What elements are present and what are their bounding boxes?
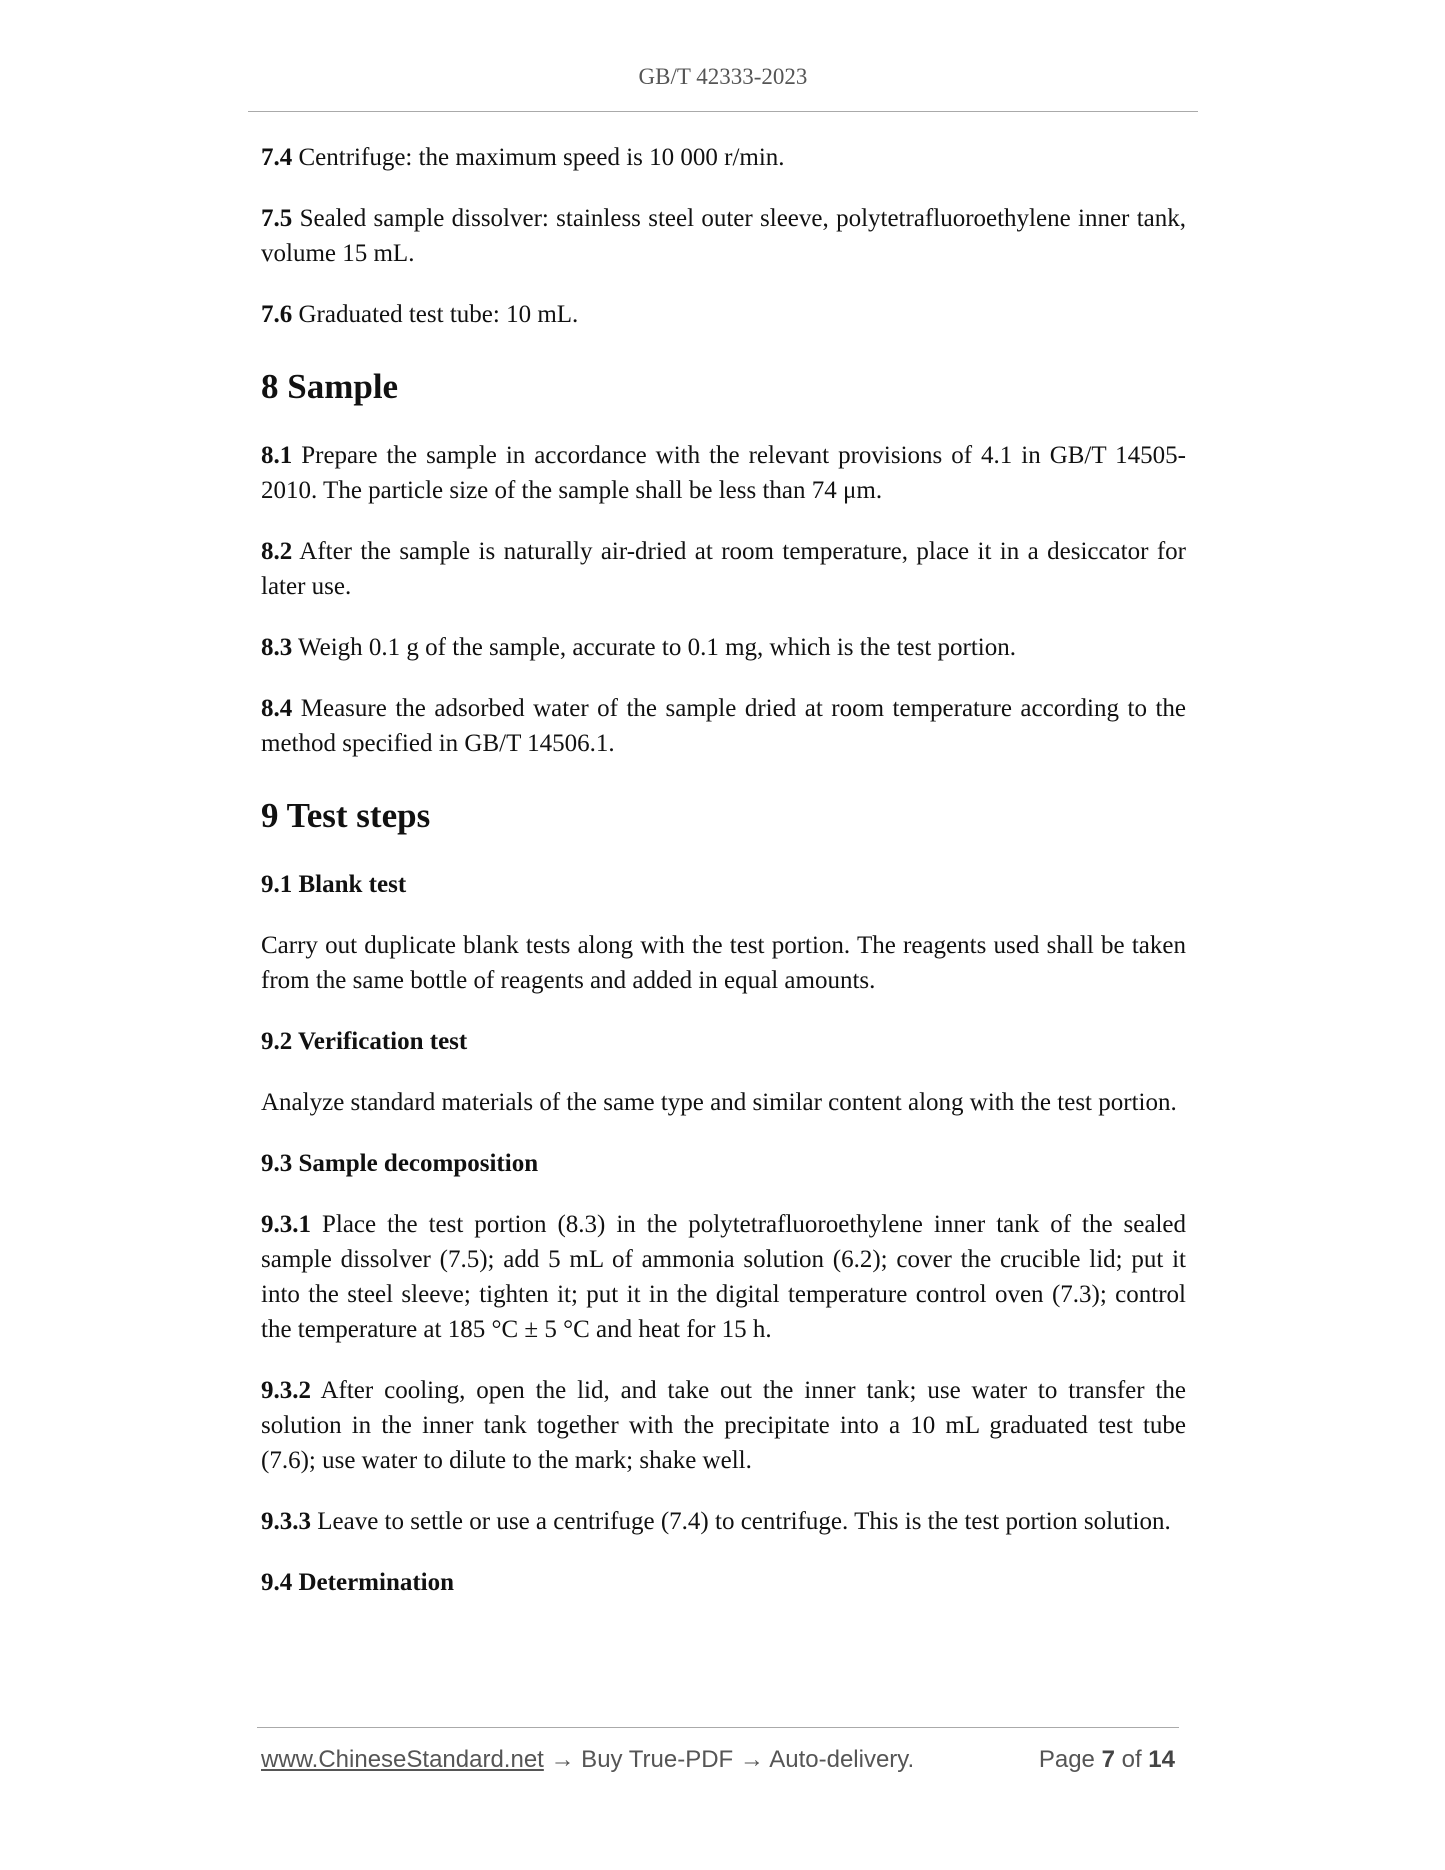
clause-text: Weigh 0.1 g of the sample, accurate to 0.1 mg, which is the test portion. [292,634,1017,661]
clause-7-5 [261,201,1186,271]
clause-text: Centrifuge: the maximum speed is 10 000 r/min. [292,144,785,171]
page-footer [261,1746,1181,1778]
page-content [261,140,1186,1626]
clause-text: Prepare the sample in accordance with the relevant provisions of 4.1 in GB/T 14505-2010. The particle size of the sample shall be less than 74 μm. [261,442,1186,504]
page-current: 7 [1101,1746,1115,1773]
page-total: 14 [1148,1746,1175,1773]
clause-8-3 [261,630,1186,665]
subheading-9-3: 9.3 Sample decomposition [261,1150,539,1177]
clause-8-4 [261,691,1186,761]
clause-text: After cooling, open the lid, and take out the inner tank; use water to transfer the solution in the inner tank together with the precipitate into a 10 mL graduated test tube (7.6); use water to dilute to the mark; shake well. [261,1377,1186,1474]
clause-number: 8.2 [261,538,293,565]
clause-number: 8.3 [261,634,293,661]
page-of: of [1121,1746,1142,1773]
website-link[interactable]: www.ChineseStandard.net [261,1746,544,1773]
page-header: GB/T 42333-2023 [638,64,808,89]
clause-number: 7.5 [261,205,293,232]
clause-text: Sealed sample dissolver: stainless steel outer sleeve, polytetrafluoroethylene inner tank, volume 15 mL. [261,205,1186,267]
clause-text: Leave to settle or use a centrifuge (7.4) to centrifuge. This is the test portion solution. [311,1508,1171,1535]
clause-number: 8.1 [261,442,293,469]
header-divider [248,111,1198,112]
section-heading-8: 8 Sample [261,367,399,406]
paragraph-9-1: Carry out duplicate blank tests along with the test portion. The reagents used shall be taken from the same bottle of reagents and added in equal amounts. [261,932,1186,994]
subheading-9-1: 9.1 Blank test [261,871,407,898]
footer-divider [257,1727,1179,1728]
subheading-9-2: 9.2 Verification test [261,1028,468,1055]
clause-text: After the sample is naturally air-dried at room temperature, place it in a desiccator for later use. [261,538,1186,600]
clause-number: 9.3.3 [261,1508,311,1535]
section-heading-9: 9 Test steps [261,796,431,835]
clause-text: Place the test portion (8.3) in the polytetrafluoroethylene inner tank of the sealed sample dissolver (7.5); add 5 mL of ammonia solution (6.2); cover the crucible lid; put it into the steel sleeve; tighten it; put it in the digital temperature control oven (7.3); control the temperature at 185 °C ± 5 °C and heat for 15 h. [261,1211,1186,1343]
clause-text: Graduated test tube: 10 mL. [292,301,579,328]
clause-7-4 [261,140,1186,175]
clause-8-1 [261,438,1186,508]
footer-tagline: → Buy True-PDF → Auto-delivery. [543,1746,915,1773]
clause-9-3-3 [261,1504,1186,1539]
clause-number: 9.3.1 [261,1211,311,1238]
clause-number: 9.3.2 [261,1377,311,1404]
footer-promo [261,1746,914,1774]
paragraph-9-2: Analyze standard materials of the same type and similar content along with the test portion. [261,1089,1177,1116]
clause-text: Measure the adsorbed water of the sample dried at room temperature according to the method specified in GB/T 14506.1. [261,695,1186,757]
clause-8-2 [261,534,1186,604]
clause-7-6 [261,297,1186,332]
page-label: Page [1038,1746,1095,1773]
clause-9-3-2 [261,1373,1186,1478]
page-counter [1039,1746,1175,1774]
clause-9-3-1 [261,1207,1186,1347]
clause-number: 7.6 [261,301,293,328]
clause-number: 7.4 [261,144,293,171]
subheading-9-4: 9.4 Determination [261,1569,455,1596]
clause-number: 8.4 [261,695,293,722]
